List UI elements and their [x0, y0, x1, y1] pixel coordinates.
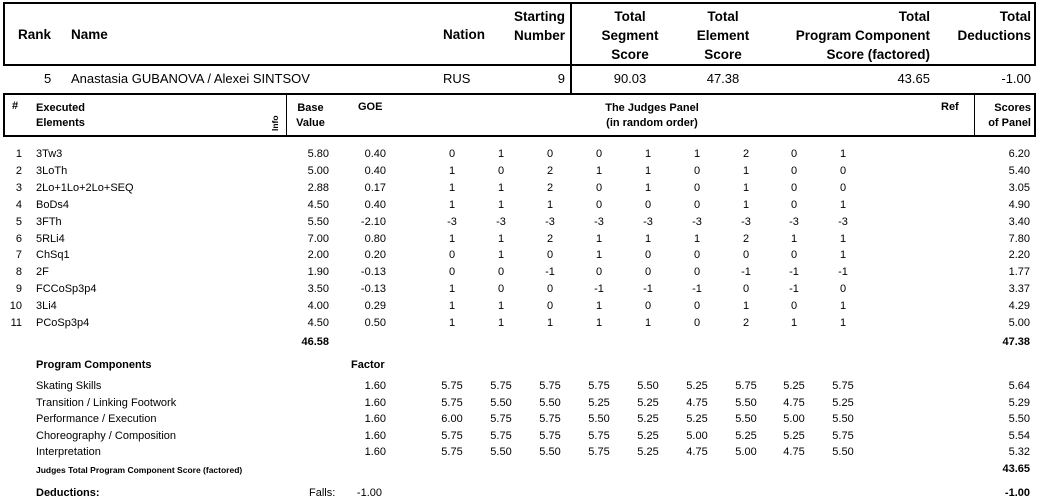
judge-score: 2 [742, 148, 750, 160]
judge-score: -3 [447, 215, 457, 228]
judge-score: -3 [496, 215, 506, 228]
judge-score: -1 [643, 283, 653, 296]
judge-score: -3 [838, 215, 848, 228]
judge-score: 0 [644, 300, 652, 313]
element-goe: -0.13 [360, 283, 386, 296]
element-name: 3LoTh [36, 164, 68, 177]
judge-score: -1 [692, 283, 702, 296]
component-judge-score: 5.75 [490, 380, 512, 392]
element-goe: 0.40 [364, 164, 386, 177]
judge-score: 0 [644, 198, 652, 211]
component-judge-score: 5.75 [735, 380, 757, 392]
program-components-header: Program Components [36, 359, 152, 371]
skater-nation: RUS [443, 71, 471, 86]
component-name: Skating Skills [36, 380, 102, 392]
component-factor: 1.60 [364, 380, 386, 392]
judge-score: 0 [497, 164, 505, 177]
judge-score: 1 [839, 198, 847, 211]
component-judge-score: 5.75 [588, 380, 610, 392]
judge-score: 0 [790, 249, 798, 262]
judge-score: 0 [790, 198, 798, 211]
judge-score: 0 [595, 181, 603, 194]
judge-score: 0 [546, 300, 554, 313]
skater-total-pcs: 43.65 [897, 71, 930, 86]
skater-name: Anastasia GUBANOVA / Alexei SINTSOV [71, 71, 310, 86]
judge-score: 0 [546, 283, 554, 296]
judge-score: 0 [790, 181, 798, 194]
component-judge-score: 6.00 [441, 413, 463, 425]
judge-score: 1 [595, 164, 603, 177]
element-number: 10 [9, 300, 22, 313]
element-name: 3Li4 [36, 300, 57, 313]
skater-total-element-score: 47.38 [706, 71, 740, 86]
element-base-value: 2.88 [307, 181, 329, 194]
judge-score: 1 [448, 300, 456, 313]
judge-score: 1 [497, 148, 505, 160]
components-total-score: 43.65 [1002, 463, 1030, 475]
judge-score: 2 [742, 317, 750, 329]
element-number: 6 [15, 232, 22, 245]
info-header: Info [270, 115, 280, 131]
judge-score: -3 [789, 215, 799, 228]
judge-score: 1 [742, 181, 750, 194]
judge-score: -1 [594, 283, 604, 296]
element-goe: -0.13 [360, 266, 386, 279]
judge-score: 1 [839, 317, 847, 329]
component-judge-score: 5.75 [539, 380, 561, 392]
component-judge-score: 5.25 [588, 396, 610, 409]
element-goe: 0.40 [364, 198, 386, 211]
judge-score: 1 [693, 148, 701, 160]
element-name: 3FTh [36, 215, 62, 228]
judge-score: 1 [448, 317, 456, 329]
component-judge-score: 5.50 [735, 396, 757, 409]
judge-score: 1 [497, 317, 505, 329]
element-panel-score: 2.20 [1008, 249, 1030, 262]
judges-panel-header: The Judges Panel (in random order) [605, 102, 699, 129]
component-name: Transition / Linking Footwork [36, 396, 177, 409]
deductions-label: Deductions: [36, 487, 100, 499]
judge-score: 1 [693, 232, 701, 245]
judge-score: 1 [595, 232, 603, 245]
judge-score: 0 [595, 266, 603, 279]
component-judge-score: 5.75 [441, 429, 463, 442]
judge-score: 0 [742, 249, 750, 262]
component-judge-score: 5.50 [539, 446, 561, 458]
component-judge-score: 4.75 [686, 446, 708, 458]
component-panel-score: 5.54 [1008, 429, 1030, 442]
judge-score: 0 [790, 300, 798, 313]
element-number: 5 [15, 215, 22, 228]
component-judge-score: 5.50 [490, 446, 512, 458]
num-header: # [12, 100, 19, 112]
element-base-value: 4.50 [307, 198, 329, 211]
element-base-value: 4.50 [307, 317, 329, 329]
component-name: Interpretation [36, 446, 101, 458]
nation-header: Nation [443, 27, 485, 42]
judge-score: -1 [789, 266, 799, 279]
component-judge-score: 5.25 [686, 380, 708, 392]
judge-score: 0 [839, 181, 847, 194]
elements-score-total: 47.38 [1002, 336, 1030, 348]
element-name: FCCoSp3p4 [36, 283, 97, 296]
element-goe: 0.17 [364, 181, 386, 194]
component-name: Performance / Execution [36, 413, 157, 425]
judge-score: 1 [448, 283, 456, 296]
element-base-value: 5.00 [307, 164, 329, 177]
judge-score: 1 [644, 317, 652, 329]
judge-score: 1 [742, 300, 750, 313]
judge-score: -3 [741, 215, 751, 228]
component-factor: 1.60 [364, 413, 386, 425]
component-judge-score: 5.75 [539, 429, 561, 442]
judge-score: -3 [545, 215, 555, 228]
ref-header: Ref [941, 101, 959, 113]
judge-score: -1 [741, 266, 751, 279]
component-judge-score: 5.25 [637, 413, 659, 425]
judge-score: 0 [595, 198, 603, 211]
component-panel-score: 5.64 [1008, 380, 1030, 392]
element-number: 4 [15, 198, 22, 211]
judge-score: 0 [546, 249, 554, 262]
component-factor: 1.60 [364, 446, 386, 458]
judge-score: 1 [448, 198, 456, 211]
elements-base-total: 46.58 [301, 336, 329, 348]
skater-starting-number: 9 [557, 71, 565, 86]
element-goe: 0.29 [364, 300, 386, 313]
component-judge-score: 5.75 [490, 413, 512, 425]
component-judge-score: 5.25 [832, 396, 854, 409]
element-goe: 0.80 [364, 232, 386, 245]
component-judge-score: 5.25 [637, 446, 659, 458]
component-judge-score: 5.75 [441, 446, 463, 458]
component-judge-score: 5.75 [441, 396, 463, 409]
judge-score: 0 [448, 266, 456, 279]
judge-score: 0 [644, 249, 652, 262]
component-judge-score: 5.50 [588, 413, 610, 425]
executed-elements-header: Executed Elements [36, 102, 85, 129]
judge-score: 1 [497, 181, 505, 194]
judge-score: 1 [546, 317, 554, 329]
total-pcs-header: Total Program Component Score (factored) [795, 9, 930, 62]
judge-score: 0 [790, 164, 798, 177]
element-base-value: 7.00 [307, 232, 329, 245]
judge-score: 1 [790, 317, 798, 329]
judge-score: 0 [497, 283, 505, 296]
component-judge-score: 5.75 [539, 413, 561, 425]
judge-score: 1 [790, 232, 798, 245]
judge-score: 1 [839, 249, 847, 262]
component-judge-score: 5.50 [832, 413, 854, 425]
goe-header: GOE [358, 101, 383, 113]
element-number: 3 [15, 181, 22, 194]
components-total-label: Judges Total Program Component Score (factored) [36, 465, 243, 475]
judge-score: 1 [839, 148, 847, 160]
element-name: PCoSp3p4 [36, 317, 90, 329]
element-panel-score: 6.20 [1008, 148, 1030, 160]
judge-score: 0 [693, 164, 701, 177]
falls-value: -1.00 [356, 487, 382, 499]
judge-score: 2 [546, 181, 554, 194]
skater-total-segment-score: 90.03 [613, 71, 647, 86]
element-panel-score: 7.80 [1008, 232, 1030, 245]
component-judge-score: 5.50 [735, 413, 757, 425]
element-panel-score: 4.90 [1008, 198, 1030, 211]
judge-score: 0 [790, 148, 798, 160]
component-judge-score: 5.25 [735, 429, 757, 442]
judge-score: 1 [595, 300, 603, 313]
rank-header: Rank [18, 27, 52, 42]
judge-score: 2 [742, 232, 750, 245]
judge-score: 2 [546, 164, 554, 177]
scores-of-panel-header: Scores of Panel [988, 102, 1031, 129]
judge-score: -1 [838, 266, 848, 279]
component-judge-score: 5.25 [686, 413, 708, 425]
judge-score: -3 [643, 215, 653, 228]
factor-header: Factor [351, 359, 385, 371]
falls-label: Falls: [309, 487, 336, 499]
judge-score: 0 [693, 198, 701, 211]
judge-score: 1 [448, 164, 456, 177]
judge-score: 0 [693, 300, 701, 313]
element-name: BoDs4 [36, 198, 70, 211]
judge-score: 0 [693, 266, 701, 279]
element-panel-score: 3.40 [1008, 215, 1030, 228]
element-base-value: 4.00 [307, 300, 329, 313]
element-name: 5RLi4 [36, 232, 65, 245]
judge-score: 2 [546, 232, 554, 245]
judge-score: 0 [742, 283, 750, 296]
element-panel-score: 5.00 [1008, 317, 1030, 329]
component-judge-score: 5.25 [637, 396, 659, 409]
element-panel-score: 5.40 [1008, 164, 1030, 177]
judge-score: 1 [595, 249, 603, 262]
element-number: 7 [15, 249, 22, 262]
judge-score: 1 [644, 148, 652, 160]
judge-score: 1 [595, 317, 603, 329]
component-panel-score: 5.50 [1008, 413, 1030, 425]
element-number: 8 [15, 266, 22, 279]
component-judge-score: 5.50 [539, 396, 561, 409]
judge-score: 0 [693, 249, 701, 262]
name-header: Name [71, 27, 108, 42]
component-judge-score: 5.75 [588, 429, 610, 442]
element-panel-score: 3.05 [1008, 181, 1030, 194]
component-judge-score: 4.75 [783, 396, 805, 409]
judge-score: 1 [839, 232, 847, 245]
element-goe: 0.50 [364, 317, 386, 329]
element-name: 2F [36, 266, 49, 279]
element-name: 3Tw3 [36, 148, 63, 160]
judge-score: 0 [448, 249, 456, 262]
judge-score: -1 [545, 266, 555, 279]
deductions-total: -1.00 [1004, 487, 1030, 499]
judge-score: 1 [497, 232, 505, 245]
judge-score: 1 [497, 249, 505, 262]
judge-score: 0 [839, 283, 847, 296]
component-judge-score: 5.00 [686, 429, 708, 442]
element-number: 11 [10, 317, 22, 329]
skater-total-deductions: -1.00 [1001, 71, 1031, 86]
judge-score: 0 [448, 148, 456, 160]
judge-score: 1 [497, 198, 505, 211]
element-number: 2 [15, 164, 22, 177]
component-panel-score: 5.32 [1008, 446, 1030, 458]
judge-score: 0 [693, 317, 701, 329]
component-judge-score: 5.75 [441, 380, 463, 392]
component-judge-score: 5.25 [783, 380, 805, 392]
component-judge-score: 5.50 [637, 380, 659, 392]
element-number: 9 [15, 283, 22, 296]
skater-rank: 5 [44, 71, 52, 86]
component-judge-score: 4.75 [783, 446, 805, 458]
judge-score: -1 [789, 283, 799, 296]
judge-score: 1 [448, 181, 456, 194]
element-panel-score: 4.29 [1008, 300, 1030, 313]
component-judge-score: 5.25 [637, 429, 659, 442]
element-name: 2Lo+1Lo+2Lo+SEQ [36, 181, 134, 194]
judge-score: 1 [839, 300, 847, 313]
element-base-value: 3.50 [307, 283, 329, 296]
element-base-value: 1.90 [307, 266, 329, 279]
component-judge-score: 5.25 [783, 429, 805, 442]
judge-score: 1 [448, 232, 456, 245]
judge-score: 1 [742, 164, 750, 177]
judge-score: 0 [595, 148, 603, 160]
judge-score: 1 [644, 181, 652, 194]
component-factor: 1.60 [364, 429, 386, 442]
component-judge-score: 5.00 [735, 446, 757, 458]
element-number: 1 [15, 148, 22, 160]
component-judge-score: 5.75 [490, 429, 512, 442]
total-element-score-header: Total Element Score [696, 9, 750, 62]
judge-score: 1 [497, 300, 505, 313]
judge-score: 0 [546, 148, 554, 160]
judge-score: -3 [692, 215, 702, 228]
total-segment-score-header: Total Segment Score [601, 9, 659, 62]
starting-number-header: Starting Number [513, 9, 565, 43]
judge-score: 1 [742, 198, 750, 211]
judge-score: 1 [644, 164, 652, 177]
judge-score: 0 [497, 266, 505, 279]
judge-score: -3 [594, 215, 604, 228]
element-base-value: 5.80 [307, 148, 329, 160]
total-deductions-header: Total Deductions [957, 9, 1031, 43]
component-judge-score: 4.75 [686, 396, 708, 409]
judge-score: 0 [644, 266, 652, 279]
element-panel-score: 1.77 [1008, 266, 1030, 279]
component-panel-score: 5.29 [1008, 396, 1030, 409]
component-judge-score: 5.50 [490, 396, 512, 409]
element-goe: -2.10 [360, 215, 386, 228]
judge-score: 1 [644, 232, 652, 245]
component-judge-score: 5.00 [783, 413, 805, 425]
component-judge-score: 5.75 [832, 429, 854, 442]
element-goe: 0.20 [364, 249, 386, 262]
base-value-header: Base Value [296, 102, 325, 129]
component-factor: 1.60 [364, 396, 386, 409]
element-goe: 0.40 [364, 148, 386, 160]
judge-score: 1 [546, 198, 554, 211]
judge-score: 0 [839, 164, 847, 177]
component-name: Choreography / Composition [36, 429, 177, 442]
element-name: ChSq1 [36, 249, 70, 262]
component-judge-score: 5.75 [588, 446, 610, 458]
element-base-value: 5.50 [307, 215, 329, 228]
element-base-value: 2.00 [307, 249, 329, 262]
judge-score: 0 [693, 181, 701, 194]
element-panel-score: 3.37 [1008, 283, 1030, 296]
component-judge-score: 5.50 [832, 446, 854, 458]
component-judge-score: 5.75 [832, 380, 854, 392]
